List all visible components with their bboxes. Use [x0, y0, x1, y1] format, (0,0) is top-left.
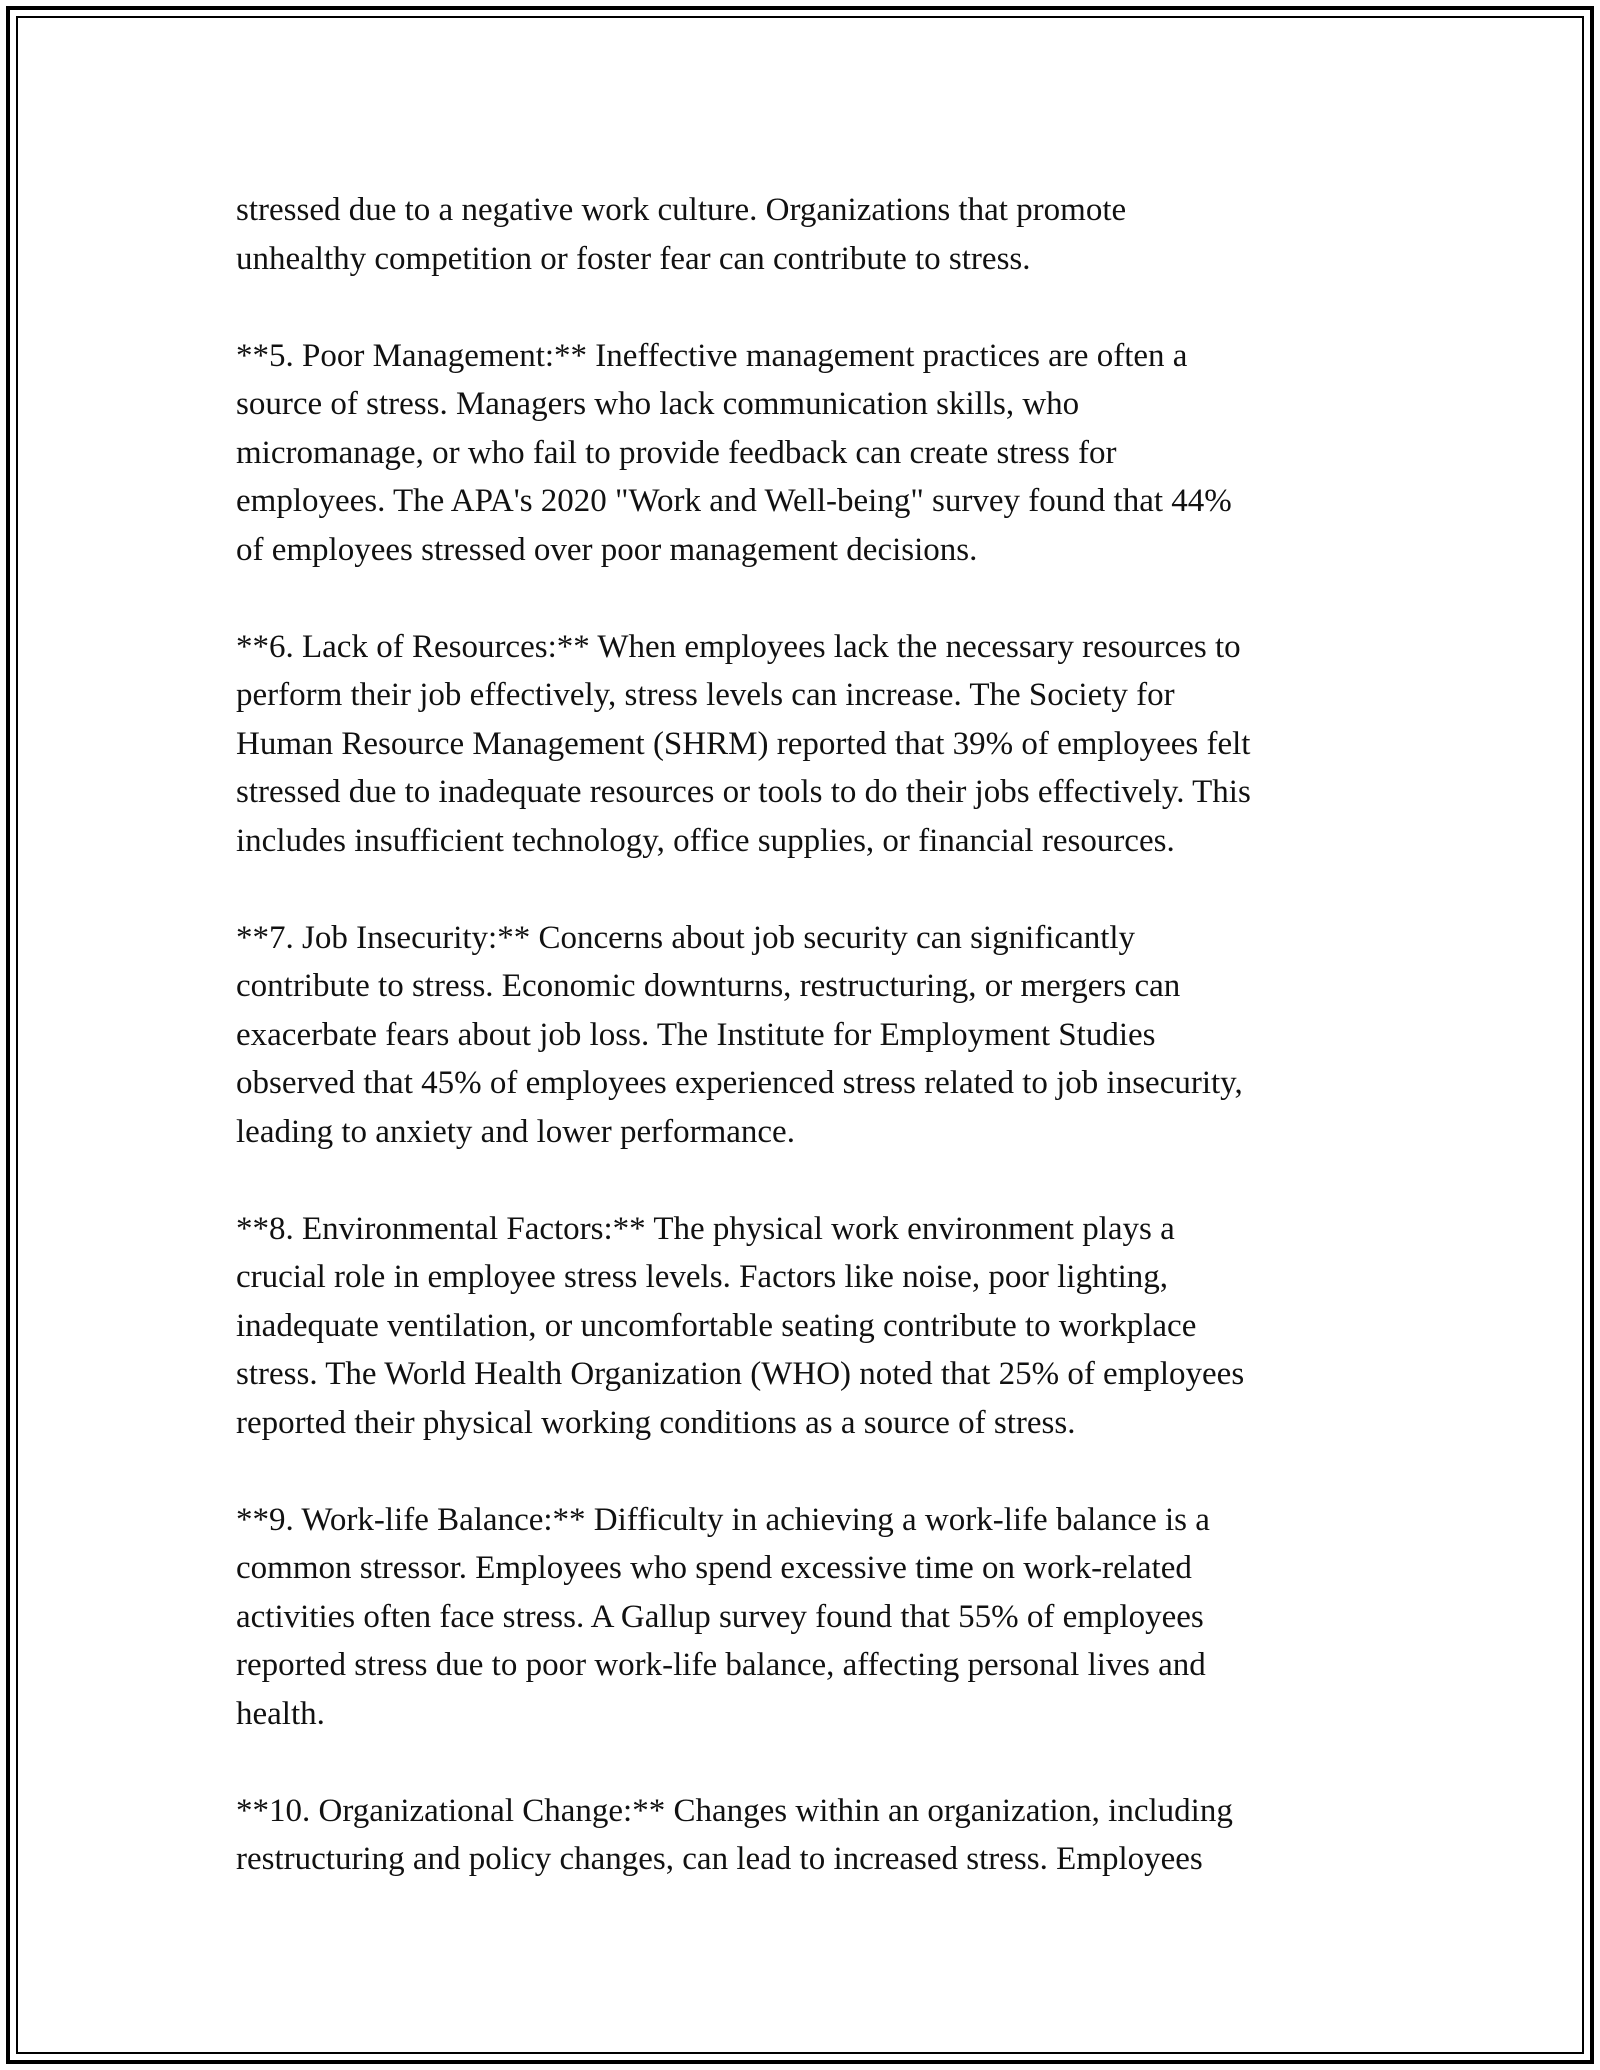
- paragraph-work-life-balance: **9. Work-life Balance:** Difficulty in achieving a work-life balance is a common stressor. Employees who spend excessive time on work-related activities often face stress. A Gallup survey found that 55% of employees reported stress due to poor work-life balance, affecting personal lives and health.: [236, 1501, 1210, 1732]
- paragraph-organizational-change: **10. Organizational Change:** Changes within an organization, including restructuring and policy changes, can lead to increased stress. Employees: [236, 1792, 1233, 1877]
- paragraph-job-insecurity: **7. Job Insecurity:** Concerns about job security can significantly contribute to stress. Economic downturns, restructuring, or mergers can exacerbate fears about job loss. The Institute for Employment Studies observed that 45% of employees experienced stress related to job insecurity, leading to anxiety and lower performance.: [236, 919, 1243, 1150]
- paragraph-environmental-factors: **8. Environmental Factors:** The physical work environment plays a crucial role in employee stress levels. Factors like noise, poor lighting, inadequate ventilation, or uncomfortable seating contribute to workplace stress. The World Health Organization (WHO) noted that 25% of employees reported their physical working conditions as a source of stress.: [236, 1210, 1245, 1441]
- paragraph-poor-management: **5. Poor Management:** Ineffective management practices are often a source of stress. Managers who lack communication skills, who micromanage, or who fail to provide feedback can create stress for employees. The APA's 2020 "Work and Well-being" survey found that 44% of employees stressed over poor management decisions.: [236, 337, 1232, 568]
- paragraph-continuation: stressed due to a negative work culture. Organizations that promote unhealthy competition or foster fear can contribute to stress.: [236, 192, 1127, 277]
- document-body: [236, 186, 1376, 1884]
- paragraph-lack-of-resources: **6. Lack of Resources:** When employees lack the necessary resources to perform their job effectively, stress levels can increase. The Society for Human Resource Management (SHRM) reported that 39% of employees felt stressed due to inadequate resources or tools to do their jobs effectively. This includes insufficient technology, office supplies, or financial resources.: [236, 628, 1251, 859]
